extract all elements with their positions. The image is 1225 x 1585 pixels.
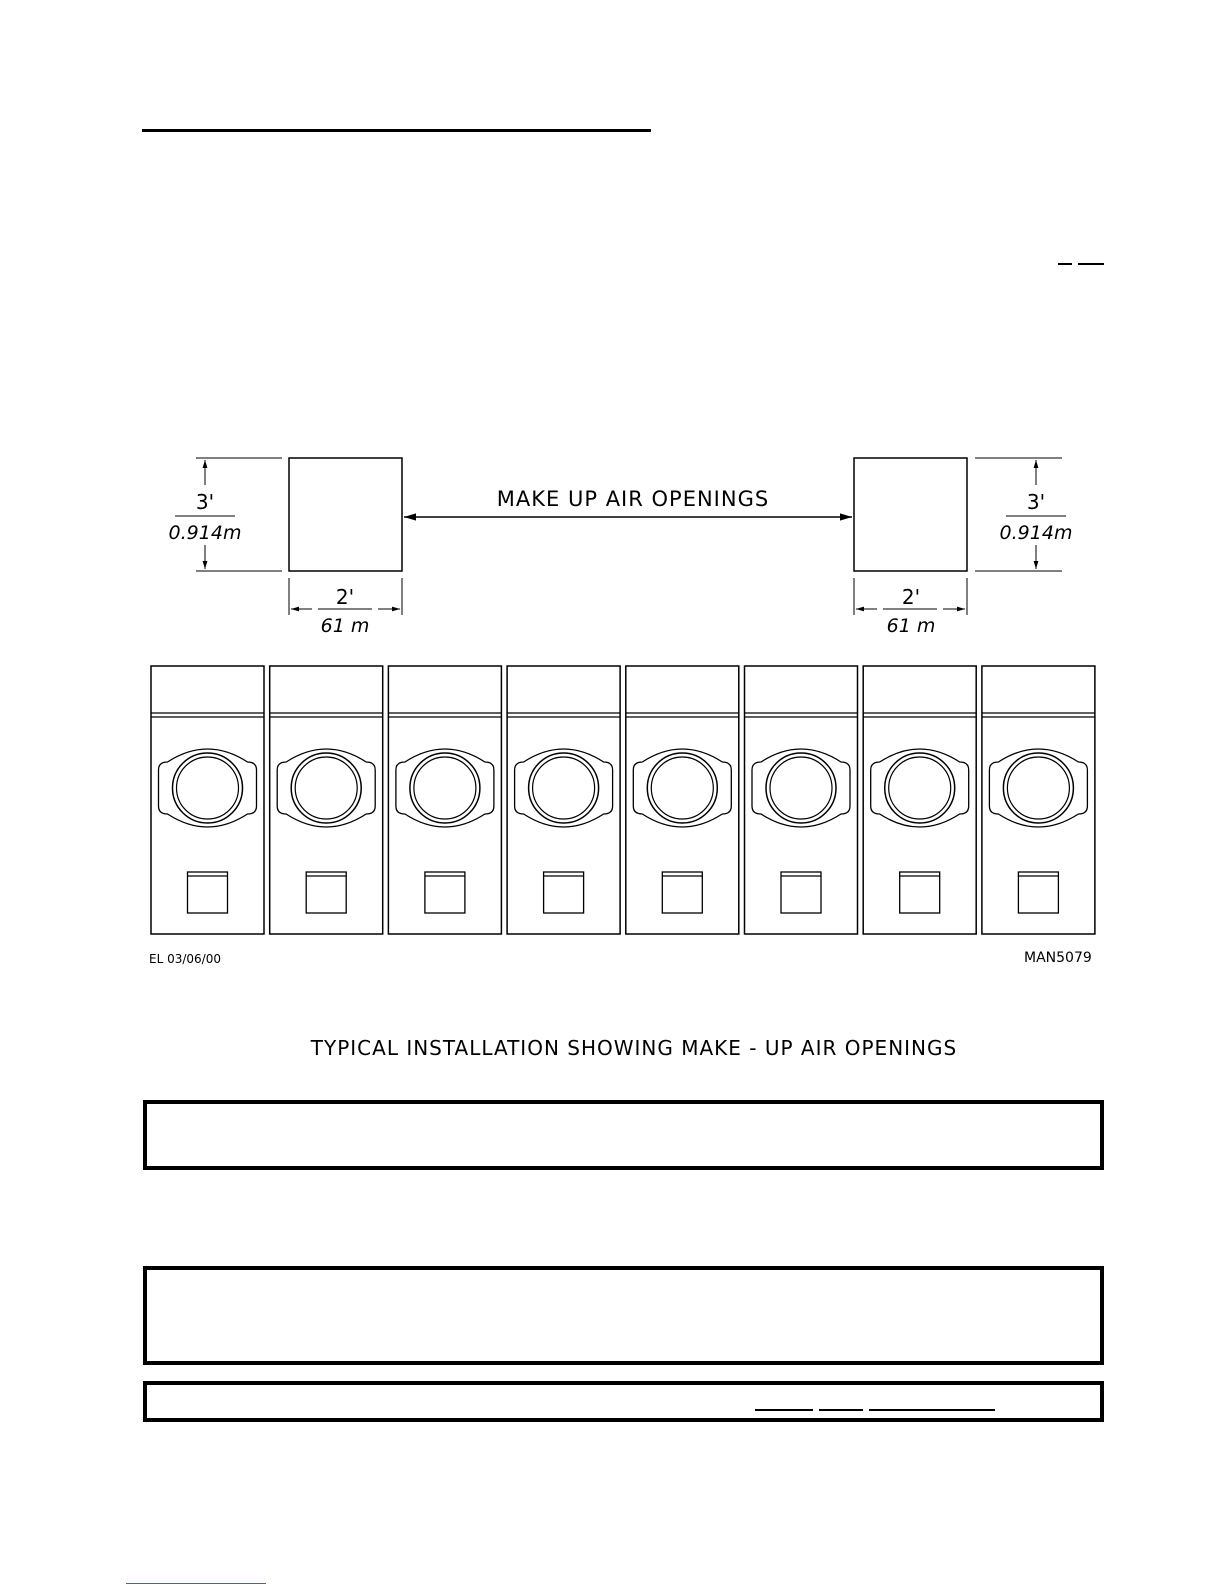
left-width-metric: 61 m [320, 615, 370, 637]
underline-segment [819, 1409, 863, 1411]
dryer-row [151, 666, 1095, 934]
drawing-stamp: EL 03/06/00 [149, 952, 221, 966]
lint-door [1018, 872, 1058, 913]
lint-door [544, 872, 584, 913]
dryer-door [766, 753, 836, 823]
notice-box-1 [143, 1100, 1104, 1170]
lint-door [781, 872, 821, 913]
drawing-number: MAN5079 [1024, 950, 1092, 966]
left-width-imperial: 2' [335, 585, 355, 609]
dryer-door [1003, 753, 1073, 823]
dryer-unit [863, 666, 976, 934]
dryer-unit [270, 666, 383, 934]
dryer-unit [745, 666, 858, 934]
dryer-door [410, 753, 480, 823]
dryer-door [173, 753, 243, 823]
left-height-metric: 0.914m [168, 522, 242, 544]
right-width-metric: 61 m [886, 615, 936, 637]
lint-door [900, 872, 940, 913]
notice-box-3 [143, 1381, 1104, 1422]
figure-caption: TYPICAL INSTALLATION SHOWING MAKE - UP AIR OPENINGS [310, 1036, 958, 1060]
left-height-imperial: 3' [195, 490, 215, 514]
notice-box-2 [143, 1266, 1104, 1365]
dryer-unit [982, 666, 1095, 934]
lint-door [662, 872, 702, 913]
dryer-unit [507, 666, 620, 934]
dryer-door [291, 753, 361, 823]
lint-door [188, 872, 228, 913]
footer-link-underline[interactable] [126, 1583, 266, 1584]
dryer-unit [388, 666, 501, 934]
dryer-door [885, 753, 955, 823]
dryer-unit [151, 666, 264, 934]
make-up-air-openings-label: MAKE UP AIR OPENINGS [496, 487, 770, 511]
right-height-imperial: 3' [1026, 490, 1046, 514]
underline-segment [755, 1409, 813, 1411]
underline-segment [869, 1409, 995, 1411]
dryer-door [529, 753, 599, 823]
dryer-door [647, 753, 717, 823]
lint-door [425, 872, 465, 913]
right-width-imperial: 2' [901, 585, 921, 609]
right-height-metric: 0.914m [999, 522, 1073, 544]
dryer-unit [626, 666, 739, 934]
lint-door [306, 872, 346, 913]
